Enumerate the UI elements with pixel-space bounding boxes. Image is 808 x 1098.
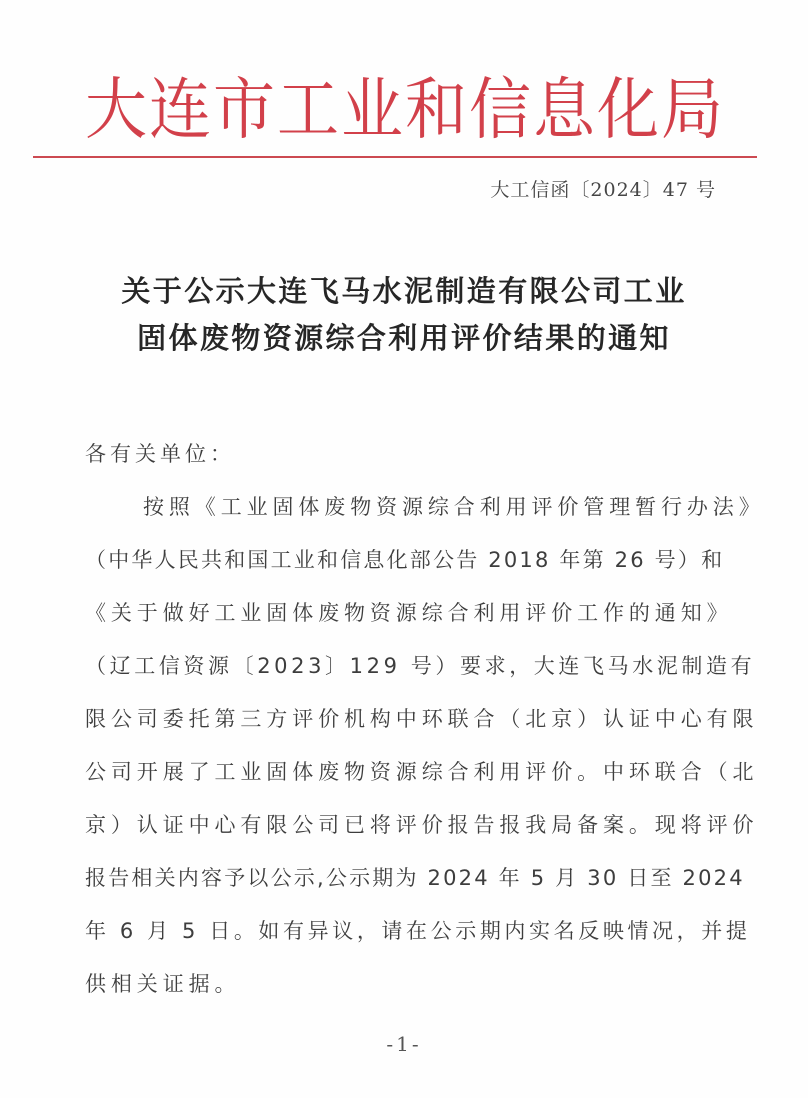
letterhead-char: 化: [596, 70, 659, 149]
letterhead-divider: [33, 156, 757, 158]
letterhead-char: 局: [660, 70, 723, 149]
body-line: 按照《工业固体废物资源综合利用评价管理暂行办法》: [143, 495, 765, 519]
letterhead-char: 大: [84, 70, 147, 149]
body-line: 限公司委托第三方评价机构中环联合（北京）认证中心有限: [85, 707, 759, 731]
body-line: （辽工信资源〔2023〕129 号）要求，大连飞马水泥制造有: [85, 654, 756, 678]
letterhead-char: 连: [148, 70, 211, 149]
document-title: [0, 268, 808, 362]
page-number: -1-: [386, 1032, 422, 1056]
letterhead-char: 业: [340, 70, 403, 149]
letterhead-char: 工: [276, 70, 339, 149]
title-line: 固体废物资源综合利用评价结果的通知: [137, 321, 671, 355]
title-line: 关于公示大连飞马水泥制造有限公司工业: [121, 274, 687, 308]
letterhead-char: 信: [468, 70, 531, 149]
body-line: 年 6 月 5 日。如有异议，请在公示期内实名反映情况，并提: [85, 919, 751, 943]
salutation: 各有关单位：: [85, 442, 235, 466]
letterhead-char: 市: [212, 70, 275, 149]
body-line: 供相关证据。: [85, 972, 241, 996]
document-number: 大工信函〔2024〕47 号: [490, 179, 716, 201]
letterhead-char: 和: [404, 70, 467, 149]
document-body: [85, 428, 765, 1011]
body-line: 《关于做好工业固体废物资源综合利用评价工作的通知》: [85, 601, 733, 625]
body-line: 公司开展了工业固体废物资源综合利用评价。中环联合（北: [85, 760, 759, 784]
body-line: 京）认证中心有限公司已将评价报告报我局备案。现将评价: [85, 813, 759, 837]
letterhead-char: 息: [532, 70, 595, 149]
body-line: 报告相关内容予以公示,公示期为 2024 年 5 月 30 日至 2024: [85, 866, 745, 890]
body-line: （中华人民共和国工业和信息化部公告 2018 年第 26 号）和: [85, 548, 725, 572]
letterhead-agency-name: [84, 70, 724, 150]
